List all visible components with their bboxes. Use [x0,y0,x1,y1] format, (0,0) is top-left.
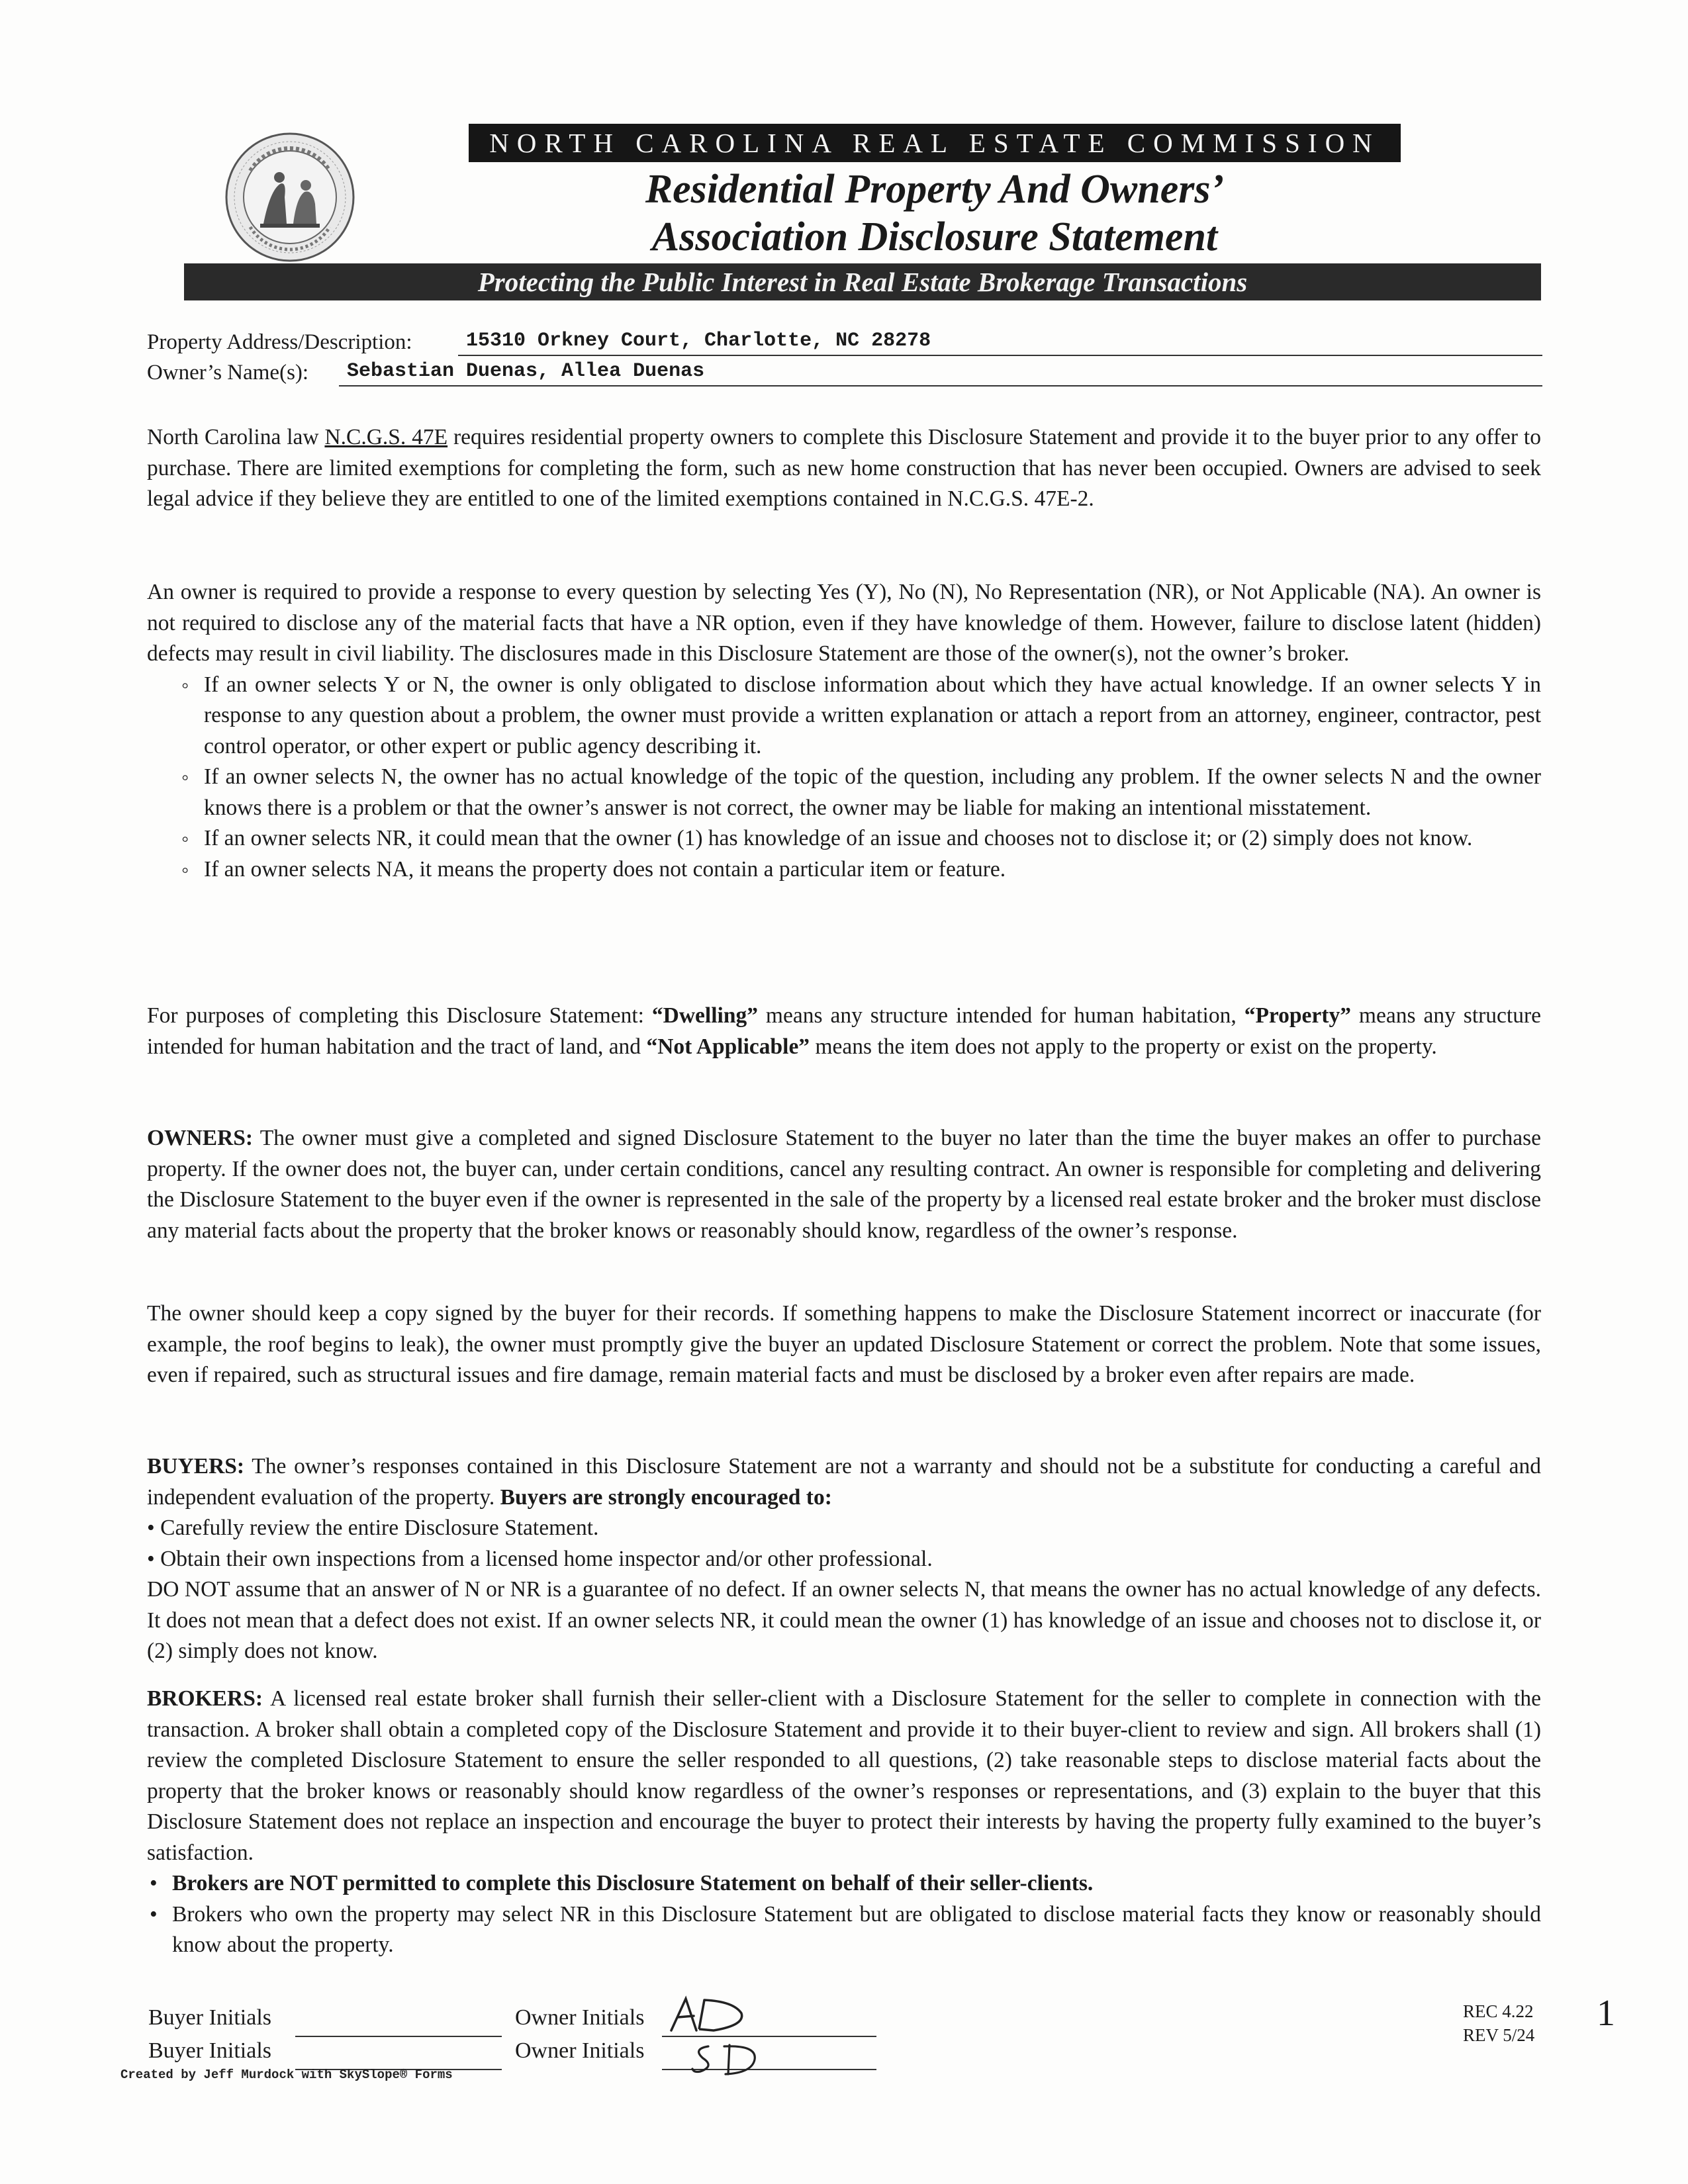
brokers-bullet-1: Brokers are NOT permitted to complete this Disclosure Statement on behalf of their seller-clients. [172,1871,1094,1895]
definitions-text: means any structure intended for human habitation and the tract of land, and [147,1003,1541,1059]
buyer-initials-field-1[interactable] [295,2034,502,2037]
statute-link[interactable]: N.C.G.S. 47E [324,425,448,449]
property-address-value[interactable]: 15310 Orkney Court, Charlotte, NC 28278 [466,330,931,352]
property-term: “Property” [1244,1003,1351,1028]
intro-paragraph-2 [147,577,1541,885]
form-revision: REV 5/24 [1463,2025,1535,2045]
property-address-label: Property Address/Description: [147,330,412,354]
property-address-row [147,326,1542,356]
list-item [147,1868,1541,1899]
form-title-line-2: Association Disclosure Statement [651,214,1218,259]
list-item: • Brokers who own the property may select NR in this Disclosure Statement but are obligated to disclose material facts they know or reasonably should know about the property. [147,1899,1541,1961]
list-item: ◦ If an owner selects NA, it means the property does not contain a particular item or feature. [147,854,1541,886]
buyer-initials-label-1: Buyer Initials [148,2005,272,2030]
brokers-list [147,1868,1541,1961]
owners-paragraph-2 [147,1298,1541,1391]
intro-p1-rest: requires residential property owners to complete this Disclosure Statement and provide it to the buyer prior to any offer to purchase. There are limited exemptions for completing the form, such as new home construction that has never been occupied. Owners are advised to seek legal advice if they believe they are entitled to one of the limited exemptions contained in N.C.G.S. 47E-2. [147,425,1541,511]
buyers-bullet-2: • Obtain their own inspections from a licensed home inspector and/or other professional. [147,1546,933,1571]
commission-seal-icon [224,131,356,263]
owner-signature-ad [667,1992,760,2038]
intro-p1-start: North Carolina law [147,425,325,449]
buyer-initials-label-2: Buyer Initials [148,2038,272,2063]
buyers-text-2: DO NOT assume that an answer of N or NR is a guarantee of no defect. If an owner selects N, that means the owner has no actual knowledge of any defects. It does not mean that a defect does not exist. If an owner selects NR, it could mean the owner (1) has knowledge of an issue and chooses not to disclose it, or (2) simply does not know. [147,1577,1541,1663]
owners-paragraph [147,1123,1541,1246]
owners-name-value[interactable]: Sebastian Duenas, Allea Duenas [347,360,705,383]
brokers-paragraph [147,1684,1541,1961]
tagline-banner: Protecting the Public Interest in Real Estate Brokerage Transactions [184,263,1541,300]
dwelling-term: “Dwelling” [651,1003,758,1028]
buyers-heading: BUYERS: [147,1454,245,1479]
intro-paragraph-1 [147,422,1541,515]
buyers-encouraged: Buyers are strongly encouraged to: [500,1484,832,1510]
buyers-text: The owner’s responses contained in this Disclosure Statement are not a warranty and should not be a substitute for conducting a careful and independent evaluation of the property. [147,1454,1541,1510]
response-options-list [147,670,1541,886]
definitions-paragraph [147,1001,1541,1062]
commission-banner: NORTH CAROLINA REAL ESTATE COMMISSION [469,124,1401,162]
buyers-paragraph [147,1451,1541,1667]
owner-initials-label-1: Owner Initials [515,2005,645,2030]
form-title-line-1: Residential Property And Owners’ [645,167,1225,212]
not-applicable-term: “Not Applicable” [646,1034,810,1059]
brokers-text: A licensed real estate broker shall furnish their seller-client with a Disclosure Statement for the seller to complete in connection with the transaction. A broker shall obtain a completed copy of the Disclosure Statement and provide it to their buyer-client to review and sign. All brokers shall (1) review the completed Disclosure Statement to ensure the seller responded to all questions, (2) take reasonable steps to disclose material facts about the property that the broker knows or reasonably should know regardless of the owner’s responses or representations, and (3) explain to the buyer that this Disclosure Statement does not replace an inspection and encourage the buyer to protect their interests by having the property fully examined to the buyer’s satisfaction. [147,1686,1541,1865]
definitions-text: means the item does not apply to the property or exist on the property. [810,1034,1437,1059]
owners-name-row [147,356,1542,387]
brokers-heading: BROKERS: [147,1686,263,1711]
owners-name-label: Owner’s Name(s): [147,361,309,385]
skyslope-credit: Created by Jeff Murdock with SkySlope® Forms [120,2068,453,2082]
definitions-text: For purposes of completing this Disclosure Statement: [147,1003,652,1028]
intro-p2-text: An owner is required to provide a response to every question by selecting Yes (Y), No (N), No Representation (NR), or Not Applicable (NA). An owner is not required to disclose any of the material facts that have a NR option, even if they have knowledge of them. However, failure to disclose latent (hidden) defects may result in civil liability. The disclosures made in this Disclosure Statement are those of the owner(s), not the owner’s broker. [147,580,1541,666]
owner-signature-sd [688,2040,768,2077]
list-item: ◦ If an owner selects Y or N, the owner is only obligated to disclose information about which they have actual knowledge. If an owner selects Y in response to any question about a problem, the owner must provide a written explanation or attach a report from an attorney, engineer, contractor, pest control operator, or other expert or public agency describing it. [147,670,1541,762]
owner-initials-label-2: Owner Initials [515,2038,645,2063]
owners-text: The owner must give a completed and signed Disclosure Statement to the buyer no later than the time the buyer makes an offer to purchase property. If the owner does not, the buyer can, under certain conditions, cancel any resulting contract. An owner is responsible for completing and delivering the Disclosure Statement to the buyer even if the owner is represented in the sale of the property by a licensed real estate broker and the broker must disclose any material facts about the property that the broker knows or reasonably should know, regardless of the owner’s response. [147,1126,1541,1243]
form-code: REC 4.22 [1463,2001,1534,2021]
buyers-bullet-1: • Carefully review the entire Disclosure Statement. [147,1516,599,1540]
list-item: ◦ If an owner selects N, the owner has no actual knowledge of the topic of the question, including any problem. If the owner selects N and the owner knows there is a problem or that the owner’s answer is not correct, the owner may be liable for making an intentional misstatement. [147,762,1541,823]
owners-heading: OWNERS: [147,1126,254,1150]
page-number: 1 [1597,1993,1615,2034]
owners-text-2: The owner should keep a copy signed by the buyer for their records. If something happens to make the Disclosure Statement incorrect or inaccurate (for example, the roof begins to leak), the owner must promptly give the buyer an updated Disclosure Statement or correct the problem. Note that some issues, even if repaired, such as structural issues and fire damage, remain material facts and must be disclosed by a broker even after repairs are made. [147,1301,1541,1387]
list-item: ◦ If an owner selects NR, it could mean that the owner (1) has knowledge of an issue and chooses not to disclose it; or (2) simply does not know. [147,823,1541,854]
definitions-text: means any structure intended for human habitation, [757,1003,1244,1028]
